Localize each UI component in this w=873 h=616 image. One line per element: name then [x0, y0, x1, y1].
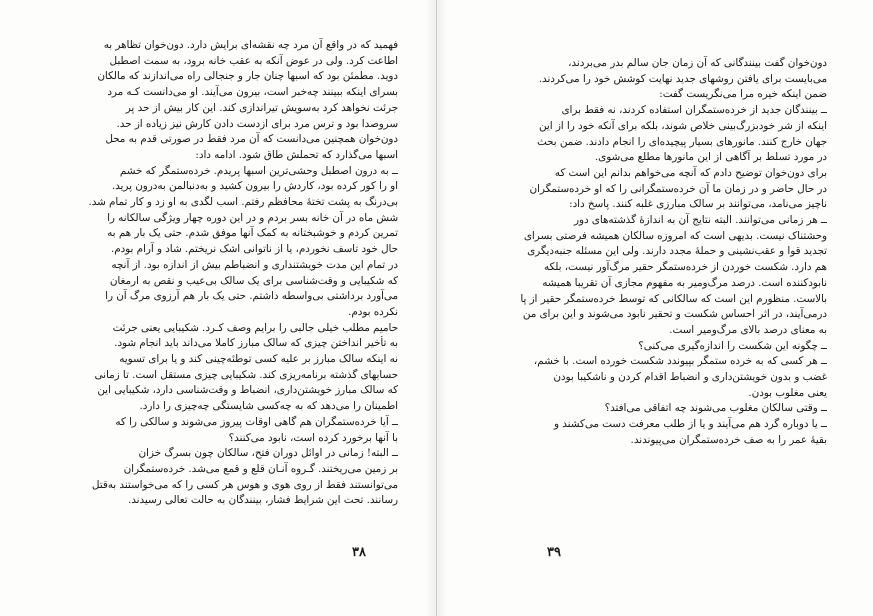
right-page-body [505, 56, 827, 449]
text-line: دوید. مطمئن بود که اسبها چنان جار و جنجالی راه می‌اندازند که مالکان [97, 70, 398, 83]
text-line: که شکیبایی و وقت‌شناسی برای یک سالک بی‌عیب و نقص به ارمغان [109, 274, 398, 287]
text-line: ــ هر کسی که به خرده ستمگر بپیوندد شکست خورده است. با خشم، [533, 355, 827, 368]
text-line: بالاست. منظورم این است که سالکانی که توسط خرده‌ستمگر حقیر از پا [520, 292, 827, 305]
text-line: بسرای اینکه ببینند چه‌خبر است، بیرون می‌آیند. او می‌دانست کـه مرد [107, 86, 398, 99]
text-line: شش ماه در آن خانه بسر بردم و در این دوره چهار ویژگی سالکانه را [107, 211, 398, 224]
text-line: می‌آورد برداشتی بی‌واسطه داشتم. حتی یک بار هم آرزوی مرگ آن را [105, 290, 398, 303]
gutter-shadow [426, 0, 436, 616]
text-line: رسانند. تحت این شرایط فشار، بینندگان به حالت تعالی رسیدند. [127, 494, 398, 507]
text-line: هم دارد. شکست خوردن از خرده‌ستمگر حقیر مرگ‌آور نیست، بلکه [543, 261, 827, 274]
text-line: که سالک مبارز خویشتن‌داری، انضباط و وقت‌شناسی دارد، شکیبایی این [97, 384, 398, 397]
text-line: ــ هر زمانی می‌توانند. البته نتایج آن به اندازهٔ گذشته‌های دور [574, 214, 827, 227]
text-line: بر زمین می‌ریختند. گـروه آنـان قلع و قمع می‌شد. خرده‌ستمگران [123, 462, 398, 475]
page-number: ۳۹ [547, 545, 561, 560]
page-number: ۳۸ [352, 545, 366, 560]
text-line: نکرده بودم. [348, 305, 398, 318]
text-line: تمرین کردم و خوشبختانه به کمک آنها موفق شدم. حتی یک بار هم به [107, 227, 398, 240]
right-page [437, 0, 873, 616]
text-line: اطمینان را می‌دهد که به چه‌کسی شایستگی چه‌چیزی را دارد. [139, 400, 398, 413]
text-line: درمی‌آیند، در اثر احساس شکست و تحقیر نابود می‌شوند و این برای من [522, 308, 827, 321]
text-line: تجدید قوا و عقب‌نشینی و حملهٔ مجدد دارند. ولی این مسئله جنبه‌دیگری [527, 245, 827, 258]
text-line: ــ یا دوباره گرد هم می‌آیند و یا از طلب معرفت دست می‌کشند و [553, 418, 827, 431]
text-line: جهان خارج کنند. مانورهای بسیار پیچیده‌ای را انجام دادند. ضمن بحث [536, 135, 827, 148]
text-line: در حال حاضر و در زمان ما آن خرده‌ستمگرانی را که او خرده‌ستمگران [529, 182, 827, 195]
text-line: ضمن اینکه خیره مرا می‌نگریست گفت: [659, 88, 827, 101]
text-line: ــ به درون اصطبل وحشی‌ترین اسبها پریدم. خرده‌ستمگر که خشم [119, 164, 398, 177]
text-line: بی‌درنگ به پشت تختهٔ محافظم رفتم. اسب لگدی به او زد و کار تمام شد. [88, 196, 398, 209]
text-line: می‌توانستند فقط از روی هوی و هوس هر کسی را که می‌خواستند به‌قتل [91, 478, 398, 491]
text-line: وحشتناک نیست. بدیهی است که امروزه سالکان همیشه فرصتی بسرای [523, 229, 827, 242]
text-line: اسبها می‌گذارد که تحملش طاق شود. ادامه داد: [195, 148, 398, 161]
text-line: ــ وقتی سالکان مغلوب می‌شوند چه اتفاقی می‌افتد؟ [604, 402, 827, 415]
gutter-shadow [437, 0, 447, 616]
text-line: ناچیز می‌نامد، می‌توانند بر سالک مبارزی غلبه کنند. پاسخ داد: [569, 198, 827, 211]
left-page-body [80, 38, 398, 509]
text-line: دون‌خوان گفت بینندگانی که آن زمان جان سالم بدر می‌بردند، [568, 57, 827, 69]
text-line: سروصدا بود و ترس مرد برای ازدست دادن کارش نیز زیاده از حد. [116, 117, 398, 130]
text-line: ــ بینندگان جدید از خرده‌ستمگران استفاده کردند، نه فقط برای [561, 104, 827, 117]
text-line: با آنها برخورد کرده است، نابود می‌کنند؟ [228, 431, 398, 444]
text-line: در مورد تسلط بر آگاهی از این مانورها مطلع می‌شوی. [594, 151, 827, 164]
text-line: ــ آیا خرده‌ستمگران هم گاهی اوقات پیروز می‌شوند و سالکی را که [115, 415, 398, 428]
text-line: حال خود تاسف نخوردم، یا از ناتوانی اشک نریختم. شاد و آرام بودم. [110, 243, 398, 256]
text-line: برای دون‌خوان توضیح دادم که آنچه می‌خواهم بدانم این است که [554, 166, 827, 179]
text-line: در تمام این مدت خویشتنداری و انضباطم بیش از اندازه بود. از آنچه [111, 258, 398, 271]
text-line: به معنای درصد بالای مرگ‌ومیر است. [669, 323, 827, 336]
text-line: فهمید که در واقع آن مرد چه نقشه‌ای برایش دارد. دون‌خوان تظاهر به [103, 39, 398, 51]
text-line: ــ البته! زمانی در اوائل دوران فتح، سالکان چون بسرگ خزان [138, 447, 398, 460]
text-line: حامیم مطلب خیلی جالبی را برایم وصف کـرد. شکیبایی یعنی جرئت [112, 321, 398, 334]
text-line: اطاعت کرد. ولی در عوض آنکه به عقب خانه برود، به سمت اصطبل [109, 54, 398, 67]
text-line: می‌بایست برای یافتن روشهای جدید نهایت کوشش خود را می‌کردند. [538, 72, 827, 85]
text-line: اینکه از شر خودبزرگ‌بینی خلاص شوند، بلکه برای آنکه خود را از این [538, 119, 827, 132]
text-line: نابودکننده است. درصد مرگ‌ومیر به مفهوم مجازی آن تقریبا همیشه [542, 276, 827, 289]
text-line: او را کور کرده بود، کاردش را بیرون کشید و به‌دنبالمن به‌درون پرید. [111, 180, 398, 193]
text-line: به تأخیر انداختن چیزی که سالک مبارز کاملا می‌داند باید انجام شود. [114, 337, 398, 350]
text-line: حسابهای گذشته برنامه‌ریزی کند. شکیبایی چیزی مستقل است. تا زمانی [94, 368, 398, 381]
text-line: ــ چگونه این شکست را اندازه‌گیری می‌کنی؟ [638, 339, 827, 352]
text-line: غضب و بدون خویشتن‌داری و انضباط اقدام کردن و ناشکیبا بودن [553, 371, 827, 384]
text-line: بقیهٔ عمر را به صف خرده‌ستمگران می‌پیوندند. [630, 433, 827, 446]
text-line: جرئت نخواهد کرد به‌سویش تیراندازی کند. این کار بیش از حد پر [125, 101, 398, 114]
text-line: دون‌خوان همچنین می‌دانست که آن مرد فقط در صورتی قدم به محل [105, 133, 398, 146]
text-line: نه اینکه سالک مبارز بر علیه کسی توطئه‌چینی کند و یا برای تسویه [119, 353, 398, 366]
text-line: یعنی مغلوب بودن. [748, 386, 827, 399]
